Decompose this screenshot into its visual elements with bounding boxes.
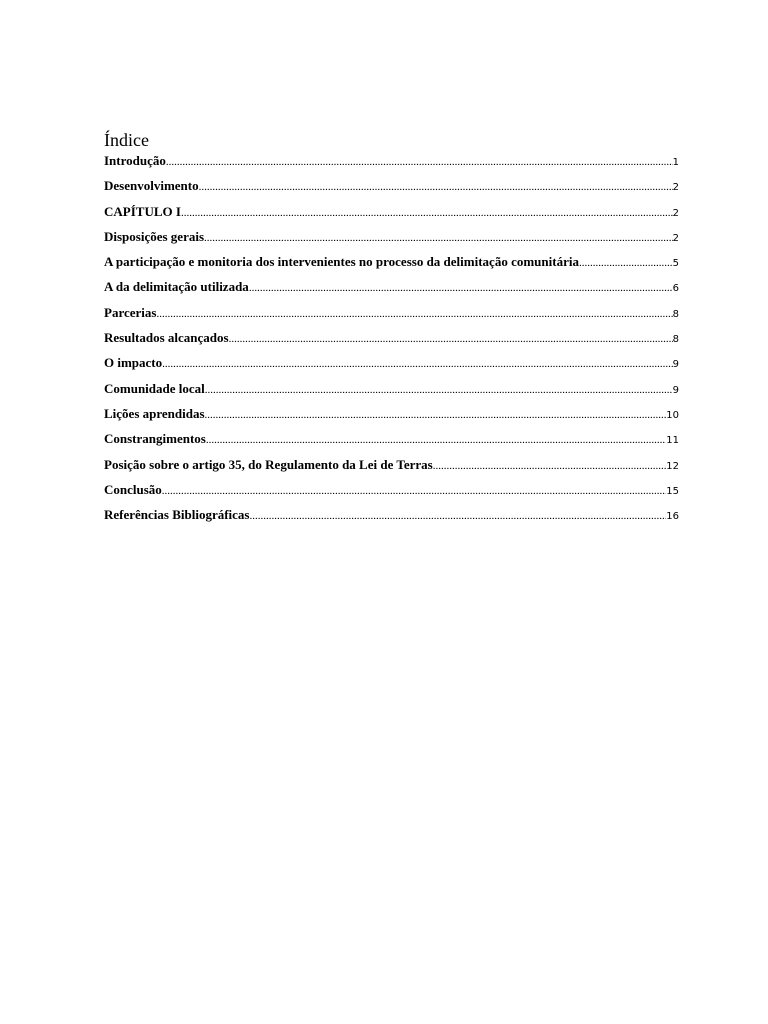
toc-entry-page: 1	[672, 157, 679, 168]
toc-entry-label: Parcerias	[104, 304, 157, 320]
toc-dot-leader	[181, 204, 673, 223]
toc-entry-page: 2	[672, 207, 679, 219]
toc-entry-label: Constrangimentos	[104, 431, 206, 447]
toc-dot-leader	[205, 381, 673, 400]
toc-entry-referencias[interactable]	[104, 505, 679, 530]
toc-entry-constrangimentos[interactable]	[104, 429, 679, 454]
toc-entry-participacao-monitoria[interactable]	[104, 252, 679, 277]
toc-entry-label: Resultados alcançados	[104, 330, 229, 346]
toc-entry-delimitacao-utilizada[interactable]	[104, 277, 679, 302]
toc-dot-leader	[249, 279, 673, 298]
toc-entry-label: CAPÍTULO I	[104, 203, 181, 219]
toc-entry-label: Referências Bibliográficas	[104, 507, 250, 523]
toc-dot-leader	[206, 431, 666, 450]
toc-entry-posicao-artigo-35[interactable]	[104, 455, 679, 480]
toc-entry-page: 5	[672, 258, 679, 270]
toc-dot-leader	[579, 254, 673, 273]
toc-entry-page: 9	[672, 359, 679, 371]
toc-entry-label: Desenvolvimento	[104, 178, 199, 194]
toc-entry-comunidade-local[interactable]	[104, 379, 679, 404]
toc-entry-disposicoes-gerais[interactable]	[104, 227, 679, 252]
toc-entry-label: Lições aprendidas	[104, 405, 205, 421]
toc-entry-licoes-aprendidas[interactable]	[104, 404, 679, 429]
toc-entry-label: Disposições gerais	[104, 228, 205, 244]
toc-entry-introducao[interactable]	[104, 151, 679, 176]
toc-list	[104, 151, 679, 530]
toc-entry-label: A da delimitação utilizada	[104, 279, 249, 295]
toc-entry-label: Comunidade local	[104, 380, 205, 396]
toc-entry-o-impacto[interactable]	[104, 353, 679, 378]
toc-entry-label: Conclusão	[104, 481, 162, 497]
toc-entry-capitulo-i[interactable]	[104, 202, 679, 227]
toc-title: Índice	[104, 130, 149, 150]
toc-entry-page: 12	[666, 460, 679, 472]
toc-entry-label: Posição sobre o artigo 35, do Regulamento da Lei de Terras	[104, 456, 433, 472]
toc-entry-page: 9	[672, 384, 679, 396]
toc-entry-page: 2	[672, 232, 679, 244]
toc-entry-label: O impacto	[104, 355, 163, 371]
toc-entry-page: 8	[672, 334, 679, 346]
toc-dot-leader	[156, 305, 672, 324]
toc-entry-page: 10	[666, 409, 679, 421]
toc-dot-leader	[205, 406, 667, 425]
toc-entry-page: 15	[666, 485, 679, 497]
toc-entry-resultados-alcancados[interactable]	[104, 328, 679, 353]
toc-entry-label: Introdução	[104, 153, 166, 168]
toc-entry-page: 11	[666, 435, 679, 447]
toc-dot-leader	[162, 355, 672, 374]
toc-entry-page: 2	[672, 182, 679, 194]
toc-entry-page: 8	[672, 308, 679, 320]
toc-dot-leader	[229, 330, 673, 349]
toc-dot-leader	[204, 229, 673, 248]
toc-entry-page: 16	[666, 511, 679, 523]
toc-entry-page: 6	[672, 283, 679, 295]
toc-entry-parcerias[interactable]	[104, 303, 679, 328]
toc-entry-conclusao[interactable]	[104, 480, 679, 505]
toc-dot-leader	[199, 178, 673, 197]
toc-dot-leader	[166, 153, 673, 172]
toc-entry-desenvolvimento[interactable]	[104, 176, 679, 201]
toc-entry-label: A participação e monitoria dos intervenientes no processo da delimitação comunitária	[104, 254, 579, 270]
table-of-contents	[104, 129, 679, 530]
toc-dot-leader	[250, 507, 667, 526]
toc-dot-leader	[162, 482, 666, 501]
toc-dot-leader	[433, 457, 667, 476]
